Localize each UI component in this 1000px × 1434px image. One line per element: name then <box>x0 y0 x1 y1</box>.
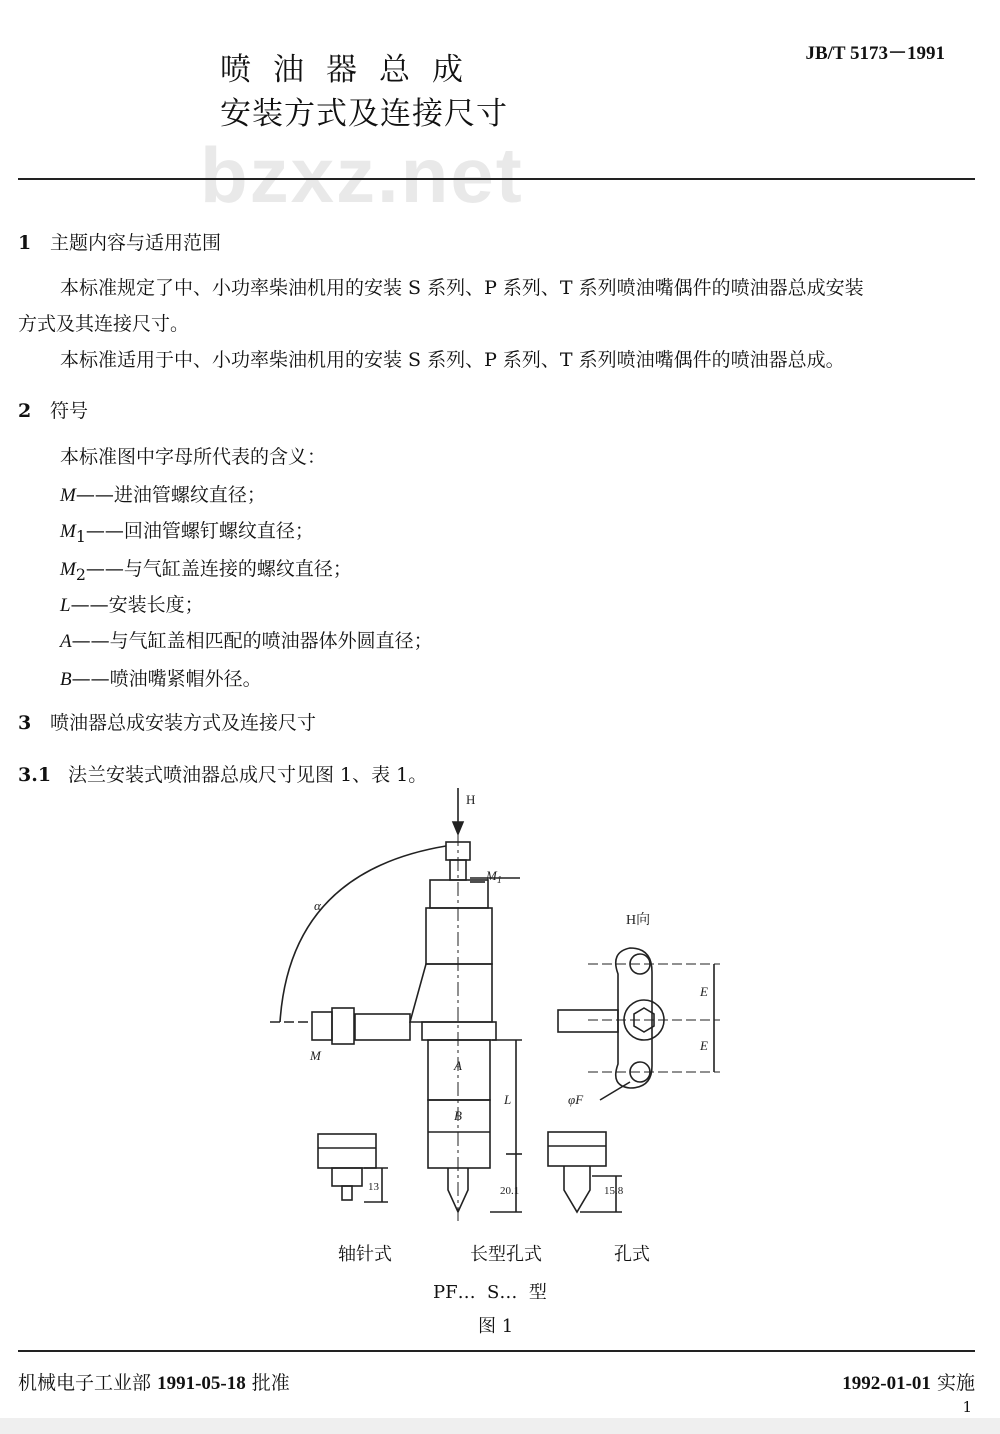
symbol-row: B——喷油嘴紧帽外径。 <box>60 668 262 690</box>
pintle-variant-tip <box>342 1186 352 1200</box>
section-number: 2 <box>18 400 32 422</box>
label-a: A <box>454 1058 462 1073</box>
label-dim-20: 20.1 <box>500 1185 520 1197</box>
pintle-variant-body <box>332 1168 362 1186</box>
h-view-inlet <box>558 1010 618 1032</box>
section-1-paragraph-2 <box>18 342 978 378</box>
document-title: 喷油器总成 <box>220 52 485 88</box>
figure-type-label: PF… S… 型 <box>433 1282 547 1303</box>
hole-variant-cap <box>548 1132 606 1166</box>
issuing-ministry: 机械电子工业部 <box>18 1372 152 1394</box>
standard-number: JB/T 5173－1991 <box>805 43 945 64</box>
document-subtitle: 安装方式及连接尺寸 <box>220 96 508 132</box>
symbol-row: L——安装长度； <box>60 594 204 616</box>
label-h-view: H向 <box>626 913 651 928</box>
label-e-upper: E <box>700 984 708 999</box>
inlet-nut <box>332 1008 354 1044</box>
symbol-row: $M_2——$与气缸盖连接的螺纹直径； <box>60 558 352 584</box>
approval-word: 批准 <box>251 1372 290 1394</box>
label-m1: $M_1$ <box>486 868 502 886</box>
label-b: B <box>454 1108 462 1123</box>
section-number: 3 <box>18 712 32 734</box>
watermark: bzxz.net <box>200 131 524 219</box>
phi-f-leader <box>600 1082 630 1100</box>
section-1-heading <box>18 228 221 255</box>
subsection-text: 法兰安装式喷油器总成尺寸见图 1、表 1。 <box>68 764 428 786</box>
label-m: M <box>310 1048 321 1063</box>
alpha-arc <box>280 846 446 1022</box>
flange-plate <box>422 1022 496 1040</box>
implementation-word: 实施 <box>936 1372 975 1394</box>
section-title: 喷油器总成安装方式及连接尺寸 <box>50 712 317 734</box>
section-3-heading <box>18 708 316 735</box>
section-1-paragraph-1 <box>18 270 978 306</box>
hole-variant-tip <box>564 1166 590 1212</box>
paragraph-line: 本标准适用于中、小功率柴油机用的安装 S 系列、P 系列、T 系列喷油嘴偶件的喷油器总成。 <box>60 349 845 371</box>
pintle-variant-cap <box>318 1134 376 1168</box>
footer-divider <box>18 1350 975 1352</box>
label-e-lower: E <box>700 1038 708 1053</box>
figure-1-drawing <box>260 782 730 1227</box>
label-alpha: α <box>314 898 321 913</box>
label-dim-15: 15.8 <box>604 1185 624 1197</box>
section-number: 1 <box>18 232 32 254</box>
section-title: 符号 <box>50 400 89 422</box>
approval-line <box>18 1368 290 1395</box>
flange-bracket <box>410 964 492 1022</box>
label-dim-13: 13 <box>368 1181 379 1193</box>
approval-date: 1991-05-18 <box>157 1373 246 1394</box>
bottom-bar <box>0 1418 1000 1434</box>
symbol-row: M——进油管螺纹直径； <box>60 484 266 506</box>
section-2-heading <box>18 396 88 423</box>
symbol-row: A——与气缸盖相匹配的喷油器体外圆直径； <box>60 630 433 652</box>
header-divider <box>18 178 975 180</box>
implementation-line <box>842 1368 975 1395</box>
inlet-fitting <box>355 1014 410 1040</box>
caption-long-hole: 长型孔式 <box>470 1244 542 1265</box>
injector-body-upper <box>426 908 492 964</box>
subsection-number: 3.1 <box>18 764 52 786</box>
label-h: H <box>466 792 476 807</box>
paragraph-line: 本标准规定了中、小功率柴油机用的安装 S 系列、P 系列、T 系列喷油嘴偶件的喷油器总成安装 <box>60 277 864 299</box>
label-phi-f: φF <box>568 1092 584 1107</box>
symbol-row: $M_1——$回油管螺钉螺纹直径； <box>60 520 314 546</box>
paragraph-line: 方式及其连接尺寸。 <box>18 313 190 335</box>
inlet-connector <box>312 1012 332 1040</box>
section-title: 主题内容与适用范围 <box>50 232 222 254</box>
label-l: L <box>504 1092 512 1107</box>
symbols-intro: 本标准图中字母所代表的含义： <box>60 446 327 468</box>
page-number: 1 <box>962 1398 972 1416</box>
figure-label: 图 1 <box>478 1316 514 1337</box>
caption-pintle: 轴针式 <box>338 1244 392 1265</box>
implementation-date: 1992-01-01 <box>842 1373 931 1394</box>
section-1-paragraph-1-cont <box>18 306 189 342</box>
upper-nut <box>430 880 488 908</box>
caption-hole: 孔式 <box>614 1244 650 1265</box>
